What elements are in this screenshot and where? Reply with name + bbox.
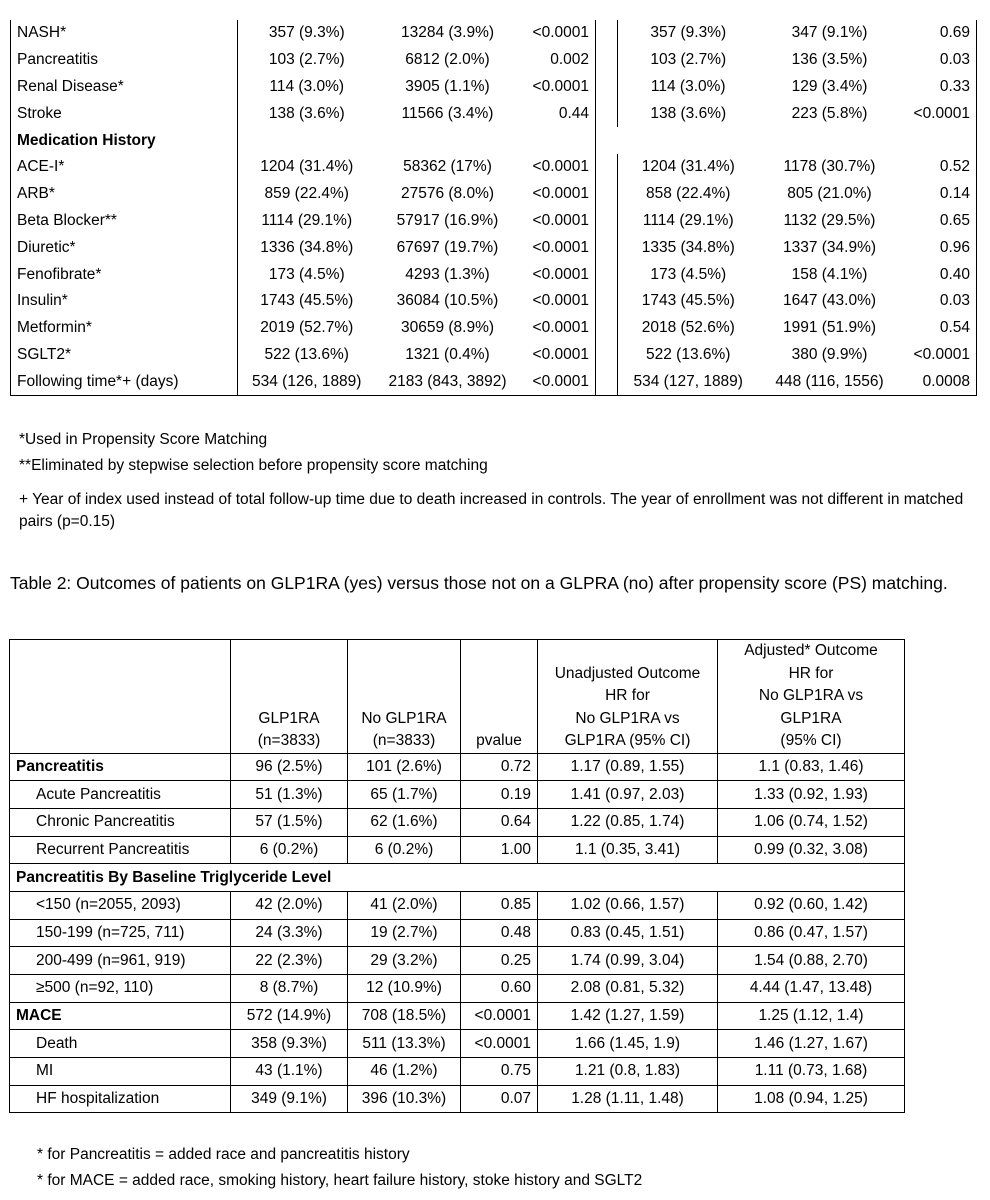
row-label: SGLT2* — [11, 342, 238, 369]
cell-pvalue-matched: <0.0001 — [901, 100, 977, 127]
cell-no-glp1ra: 46 (1.2%) — [348, 1058, 461, 1086]
cell-no-glp1ra-unmatched: 67697 (19.7%) — [396, 238, 499, 256]
table-row — [10, 919, 905, 947]
column-gap — [596, 154, 618, 181]
header-line: Adjusted* Outcome — [744, 642, 878, 659]
cell-adjusted-hr: 1.1 (0.83, 1.46) — [718, 753, 905, 781]
table-row — [10, 1030, 905, 1058]
cell-adjusted-hr: 4.44 (1.47, 13.48) — [718, 975, 905, 1003]
cell-pvalue-matched: 0.33 — [901, 74, 977, 101]
row-label: MI — [10, 1058, 231, 1086]
cell-adjusted-hr: 1.08 (0.94, 1.25) — [718, 1085, 905, 1113]
cell-no-glp1ra-matched: 1337 (34.9%) — [782, 238, 877, 256]
column-gap — [596, 208, 618, 235]
cell-glp1ra-matched: 138 (3.6%) — [618, 100, 759, 127]
header-line: GLP1RA (95% CI) — [564, 732, 691, 749]
cell-adjusted-hr: 1.06 (0.74, 1.52) — [718, 808, 905, 836]
cell-glp1ra-matched: 522 (13.6%) — [618, 342, 759, 369]
cell-no-glp1ra-matched: 1991 (51.9%) — [782, 319, 877, 337]
cell-no-glp1ra-matched: 129 (3.4%) — [791, 77, 868, 95]
cell-pvalue-unmatched: <0.0001 — [532, 292, 589, 310]
table-row — [10, 781, 905, 809]
cell-no-glp1ra-unmatched: 13284 (3.9%) — [400, 24, 495, 42]
row-label: ARB* — [11, 181, 238, 208]
column-header — [231, 640, 348, 754]
cell-glp1ra-matched: 858 (22.4%) — [618, 181, 759, 208]
cell-glp1ra-unmatched: 522 (13.6%) — [238, 342, 376, 369]
table-row — [11, 368, 977, 395]
table-row — [11, 154, 977, 181]
column-gap — [596, 74, 618, 101]
cell-glp1ra-matched: 534 (127, 1889) — [618, 368, 759, 395]
cell-no-glp1ra-unmatched: 36084 (10.5%) — [396, 292, 499, 310]
cell-glp1ra-unmatched: 138 (3.6%) — [238, 100, 376, 127]
cell-pvalue: 0.75 — [461, 1058, 538, 1086]
table-row — [10, 947, 905, 975]
cell-pvalue: 0.85 — [461, 891, 538, 919]
cell-pvalue-matched: 0.96 — [901, 234, 977, 261]
cell-adjusted-hr: 1.11 (0.73, 1.68) — [718, 1058, 905, 1086]
column-header — [10, 640, 231, 754]
header-line: pvalue — [476, 732, 522, 749]
table-row — [10, 1085, 905, 1113]
empty-cell — [901, 127, 977, 154]
cell-no-glp1ra-matched: 448 (116, 1556) — [759, 368, 901, 395]
cell-no-glp1ra: 29 (3.2%) — [348, 947, 461, 975]
cell-glp1ra-unmatched: 1204 (31.4%) — [238, 154, 376, 181]
empty-cell — [596, 127, 618, 154]
cell-glp1ra: 8 (8.7%) — [231, 975, 348, 1003]
cell-no-glp1ra-matched: 380 (9.9%) — [791, 345, 868, 363]
cell-no-glp1ra-matched: 805 (21.0%) — [787, 185, 872, 203]
cell-no-glp1ra: 101 (2.6%) — [348, 753, 461, 781]
cell-glp1ra: 43 (1.1%) — [231, 1058, 348, 1086]
cell-glp1ra: 572 (14.9%) — [231, 1002, 348, 1030]
cell-pvalue: <0.0001 — [461, 1030, 538, 1058]
cell-adjusted-hr: 1.46 (1.27, 1.67) — [718, 1030, 905, 1058]
cell-pvalue: 0.48 — [461, 919, 538, 947]
cell-glp1ra-unmatched: 859 (22.4%) — [238, 181, 376, 208]
column-header — [538, 640, 718, 754]
cell-pvalue-unmatched: <0.0001 — [532, 345, 589, 363]
header-line: GLP1RA — [780, 709, 842, 727]
cell-no-glp1ra-unmatched: 4293 (1.3%) — [405, 265, 490, 283]
cell-pvalue-unmatched: <0.0001 — [520, 368, 596, 395]
cell-glp1ra-unmatched: 534 (126, 1889) — [238, 368, 376, 395]
header-line: GLP1RA — [258, 709, 320, 727]
cell-adjusted-hr: 1.25 (1.12, 1.4) — [718, 1002, 905, 1030]
cell-adjusted-hr: 0.92 (0.60, 1.42) — [718, 891, 905, 919]
table-row — [10, 1002, 905, 1030]
cell-glp1ra-matched: 114 (3.0%) — [618, 74, 759, 101]
cell-pvalue-unmatched: <0.0001 — [532, 24, 589, 42]
header-line: No GLP1RA — [361, 709, 447, 727]
cell-adjusted-hr: 1.54 (0.88, 2.70) — [718, 947, 905, 975]
cell-glp1ra-matched: 357 (9.3%) — [618, 20, 759, 47]
column-gap — [596, 181, 618, 208]
table-row — [11, 100, 977, 127]
row-label: Metformin* — [11, 315, 238, 342]
table-row — [11, 315, 977, 342]
table-row — [11, 261, 977, 288]
cell-no-glp1ra-matched: 1647 (43.0%) — [782, 292, 877, 310]
cell-no-glp1ra: 396 (10.3%) — [348, 1085, 461, 1113]
cell-unadjusted-hr: 1.17 (0.89, 1.55) — [538, 753, 718, 781]
cell-glp1ra: 358 (9.3%) — [231, 1030, 348, 1058]
cell-glp1ra-matched: 103 (2.7%) — [618, 47, 759, 74]
cell-pvalue-unmatched: 0.44 — [558, 104, 589, 122]
cell-glp1ra-matched: 173 (4.5%) — [618, 261, 759, 288]
cell-pvalue-matched: <0.0001 — [901, 342, 977, 369]
column-gap — [596, 234, 618, 261]
cell-pvalue-unmatched: <0.0001 — [532, 319, 589, 337]
cell-glp1ra: 24 (3.3%) — [231, 919, 348, 947]
row-label: Stroke — [11, 100, 238, 127]
cell-no-glp1ra: 12 (10.9%) — [348, 975, 461, 1003]
cell-unadjusted-hr: 1.28 (1.11, 1.48) — [538, 1085, 718, 1113]
empty-cell — [238, 127, 376, 154]
row-label: Recurrent Pancreatitis — [10, 836, 231, 864]
cell-no-glp1ra: 511 (13.3%) — [348, 1030, 461, 1058]
cell-pvalue-matched: 0.03 — [901, 288, 977, 315]
header-line: (n=3833) — [372, 732, 436, 749]
cell-glp1ra-unmatched: 1336 (34.8%) — [238, 234, 376, 261]
table-row — [10, 808, 905, 836]
table-row — [11, 74, 977, 101]
empty-cell — [376, 127, 520, 154]
cell-adjusted-hr: 0.99 (0.32, 3.08) — [718, 836, 905, 864]
row-label: 200-499 (n=961, 919) — [10, 947, 231, 975]
cell-no-glp1ra: 6 (0.2%) — [348, 836, 461, 864]
cell-unadjusted-hr: 2.08 (0.81, 5.32) — [538, 975, 718, 1003]
footnote-pancreatitis-adjustment: * for Pancreatitis = added race and pancreatitis history — [37, 1146, 410, 1163]
column-gap — [596, 100, 618, 127]
footnote-stepwise: **Eliminated by stepwise selection before propensity score matching — [19, 457, 488, 474]
cell-no-glp1ra: 65 (1.7%) — [348, 781, 461, 809]
cell-no-glp1ra-unmatched: 11566 (3.4%) — [401, 104, 494, 122]
cell-adjusted-hr: 1.33 (0.92, 1.93) — [718, 781, 905, 809]
cell-unadjusted-hr: 1.02 (0.66, 1.57) — [538, 891, 718, 919]
section-row — [11, 127, 977, 154]
column-gap — [596, 315, 618, 342]
cell-pvalue: 1.00 — [461, 836, 538, 864]
header-line: HR for — [605, 687, 650, 704]
column-header — [718, 640, 905, 754]
cell-pvalue: 0.07 — [461, 1085, 538, 1113]
section-label: Medication History — [11, 127, 238, 154]
cell-unadjusted-hr: 1.66 (1.45, 1.9) — [538, 1030, 718, 1058]
cell-no-glp1ra-unmatched: 30659 (8.9%) — [400, 319, 495, 337]
header-line: (n=3833) — [257, 732, 321, 749]
cell-glp1ra: 96 (2.5%) — [231, 753, 348, 781]
cell-pvalue-unmatched: <0.0001 — [532, 211, 589, 229]
row-label: Diuretic* — [11, 234, 238, 261]
cell-pvalue-matched: 0.65 — [901, 208, 977, 235]
table-row — [10, 1058, 905, 1086]
empty-cell — [520, 127, 596, 154]
cell-pvalue-matched: 0.69 — [901, 20, 977, 47]
column-gap — [596, 288, 618, 315]
cell-no-glp1ra-unmatched: 2183 (843, 3892) — [376, 368, 520, 395]
cell-no-glp1ra-unmatched: 58362 (17%) — [403, 158, 492, 176]
header-line: No GLP1RA vs — [575, 709, 680, 727]
table-row — [11, 208, 977, 235]
cell-glp1ra: 57 (1.5%) — [231, 808, 348, 836]
cell-pvalue-matched: 0.14 — [901, 181, 977, 208]
column-header — [348, 640, 461, 754]
footnote-propensity: *Used in Propensity Score Matching — [19, 431, 268, 448]
table-row — [10, 975, 905, 1003]
column-gap — [596, 47, 618, 74]
cell-pvalue: 0.64 — [461, 808, 538, 836]
cell-pvalue-unmatched: <0.0001 — [532, 185, 589, 203]
column-header — [461, 640, 538, 754]
section-label: Pancreatitis By Baseline Triglyceride Level — [10, 864, 905, 892]
cell-glp1ra-matched: 1114 (29.1%) — [618, 208, 759, 235]
cell-no-glp1ra: 708 (18.5%) — [348, 1002, 461, 1030]
row-label: Chronic Pancreatitis — [10, 808, 231, 836]
cell-pvalue-matched: 0.0008 — [901, 368, 977, 395]
row-label: ≥500 (n=92, 110) — [10, 975, 231, 1003]
header-line: HR for — [788, 664, 834, 682]
row-label: Following time*+ (days) — [11, 368, 238, 395]
row-label: HF hospitalization — [10, 1085, 231, 1113]
cell-pvalue-unmatched: 0.002 — [550, 51, 589, 69]
cell-adjusted-hr: 0.86 (0.47, 1.57) — [718, 919, 905, 947]
cell-pvalue: 0.60 — [461, 975, 538, 1003]
cell-unadjusted-hr: 1.74 (0.99, 3.04) — [538, 947, 718, 975]
cell-pvalue-unmatched: <0.0001 — [532, 77, 589, 95]
table-row — [11, 342, 977, 369]
cell-no-glp1ra: 19 (2.7%) — [348, 919, 461, 947]
table-row — [11, 181, 977, 208]
cell-no-glp1ra-matched: 347 (9.1%) — [791, 24, 868, 42]
cell-no-glp1ra-unmatched: 6812 (2.0%) — [405, 51, 490, 69]
table-row — [11, 47, 977, 74]
row-label: <150 (n=2055, 2093) — [10, 891, 231, 919]
table-row — [10, 753, 905, 781]
cell-pvalue-unmatched: <0.0001 — [532, 265, 589, 283]
row-label: ACE-I* — [11, 154, 238, 181]
cell-no-glp1ra-matched: 1178 (30.7%) — [783, 158, 876, 176]
cell-glp1ra: 6 (0.2%) — [231, 836, 348, 864]
cell-no-glp1ra-matched: 1132 (29.5%) — [783, 211, 876, 229]
cell-unadjusted-hr: 1.21 (0.8, 1.83) — [538, 1058, 718, 1086]
cell-glp1ra-matched: 2018 (52.6%) — [618, 315, 759, 342]
cell-glp1ra: 349 (9.1%) — [231, 1085, 348, 1113]
cell-glp1ra-unmatched: 114 (3.0%) — [238, 74, 376, 101]
cell-no-glp1ra: 41 (2.0%) — [348, 891, 461, 919]
cell-no-glp1ra-unmatched: 1321 (0.4%) — [405, 345, 490, 363]
cell-no-glp1ra-unmatched: 57917 (16.9%) — [396, 211, 499, 229]
table-row — [11, 20, 977, 47]
cell-pvalue-unmatched: <0.0001 — [532, 158, 589, 176]
cell-no-glp1ra-matched: 223 (5.8%) — [791, 104, 868, 122]
cell-glp1ra-matched: 1335 (34.8%) — [618, 234, 759, 261]
section-row — [10, 864, 905, 892]
table-row — [11, 234, 977, 261]
cell-glp1ra-unmatched: 103 (2.7%) — [238, 47, 376, 74]
row-label: Renal Disease* — [11, 74, 238, 101]
table-row — [10, 836, 905, 864]
row-label: Pancreatitis — [10, 753, 231, 781]
row-label: Fenofibrate* — [11, 261, 238, 288]
cell-no-glp1ra: 62 (1.6%) — [348, 808, 461, 836]
cell-pvalue-matched: 0.54 — [901, 315, 977, 342]
column-gap — [596, 20, 618, 47]
row-label: Beta Blocker** — [11, 208, 238, 235]
cell-no-glp1ra-unmatched: 27576 (8.0%) — [400, 185, 495, 203]
cell-glp1ra-unmatched: 1743 (45.5%) — [238, 288, 376, 315]
cell-glp1ra-unmatched: 173 (4.5%) — [238, 261, 376, 288]
footnote-year-of-index: + Year of index used instead of total follow-up time due to death increased in controls. The year of enrollment was not different in matched pairs (p=0.15) — [19, 491, 964, 530]
cell-pvalue: <0.0001 — [461, 1002, 538, 1030]
cell-pvalue-matched: 0.52 — [901, 154, 977, 181]
header-line: (95% CI) — [780, 732, 842, 749]
empty-cell — [759, 127, 901, 154]
table-row — [11, 288, 977, 315]
outcomes-header-row — [10, 640, 905, 754]
row-label: Pancreatitis — [11, 47, 238, 74]
row-label: Acute Pancreatitis — [10, 781, 231, 809]
column-gap — [596, 342, 618, 369]
cell-pvalue: 0.72 — [461, 753, 538, 781]
column-gap — [596, 261, 618, 288]
cell-unadjusted-hr: 1.1 (0.35, 3.41) — [538, 836, 718, 864]
outcomes-table — [9, 639, 905, 1113]
header-line: No GLP1RA vs — [758, 687, 864, 704]
cell-pvalue: 0.25 — [461, 947, 538, 975]
column-gap — [596, 368, 618, 395]
cell-glp1ra: 42 (2.0%) — [231, 891, 348, 919]
row-label: Death — [10, 1030, 231, 1058]
cell-unadjusted-hr: 1.22 (0.85, 1.74) — [538, 808, 718, 836]
row-label: MACE — [10, 1002, 231, 1030]
cell-no-glp1ra-matched: 158 (4.1%) — [791, 265, 868, 283]
row-label: NASH* — [11, 20, 238, 47]
row-label: Insulin* — [11, 288, 238, 315]
cell-glp1ra-unmatched: 1114 (29.1%) — [238, 208, 376, 235]
cell-unadjusted-hr: 0.83 (0.45, 1.51) — [538, 919, 718, 947]
table-row — [10, 891, 905, 919]
baseline-characteristics-table — [10, 20, 977, 396]
cell-unadjusted-hr: 1.41 (0.97, 2.03) — [538, 781, 718, 809]
empty-cell — [618, 127, 759, 154]
cell-glp1ra-matched: 1204 (31.4%) — [618, 154, 759, 181]
header-line: Unadjusted Outcome — [554, 664, 701, 682]
cell-glp1ra: 51 (1.3%) — [231, 781, 348, 809]
cell-pvalue-matched: 0.40 — [901, 261, 977, 288]
cell-pvalue: 0.19 — [461, 781, 538, 809]
cell-glp1ra-matched: 1743 (45.5%) — [618, 288, 759, 315]
table-2-caption: Table 2: Outcomes of patients on GLP1RA (yes) versus those not on a GLPRA (no) after propensity score (PS) matching. — [10, 573, 948, 593]
cell-pvalue-matched: 0.03 — [901, 47, 977, 74]
cell-no-glp1ra-matched: 136 (3.5%) — [791, 51, 868, 69]
row-label: 150-199 (n=725, 711) — [10, 919, 231, 947]
cell-glp1ra-unmatched: 357 (9.3%) — [238, 20, 376, 47]
cell-no-glp1ra-unmatched: 3905 (1.1%) — [405, 77, 490, 95]
cell-pvalue-unmatched: <0.0001 — [532, 238, 589, 256]
cell-glp1ra-unmatched: 2019 (52.7%) — [238, 315, 376, 342]
cell-unadjusted-hr: 1.42 (1.27, 1.59) — [538, 1002, 718, 1030]
footnote-mace-adjustment: * for MACE = added race, smoking history, heart failure history, stoke history and SGLT2 — [37, 1172, 643, 1189]
cell-glp1ra: 22 (2.3%) — [231, 947, 348, 975]
